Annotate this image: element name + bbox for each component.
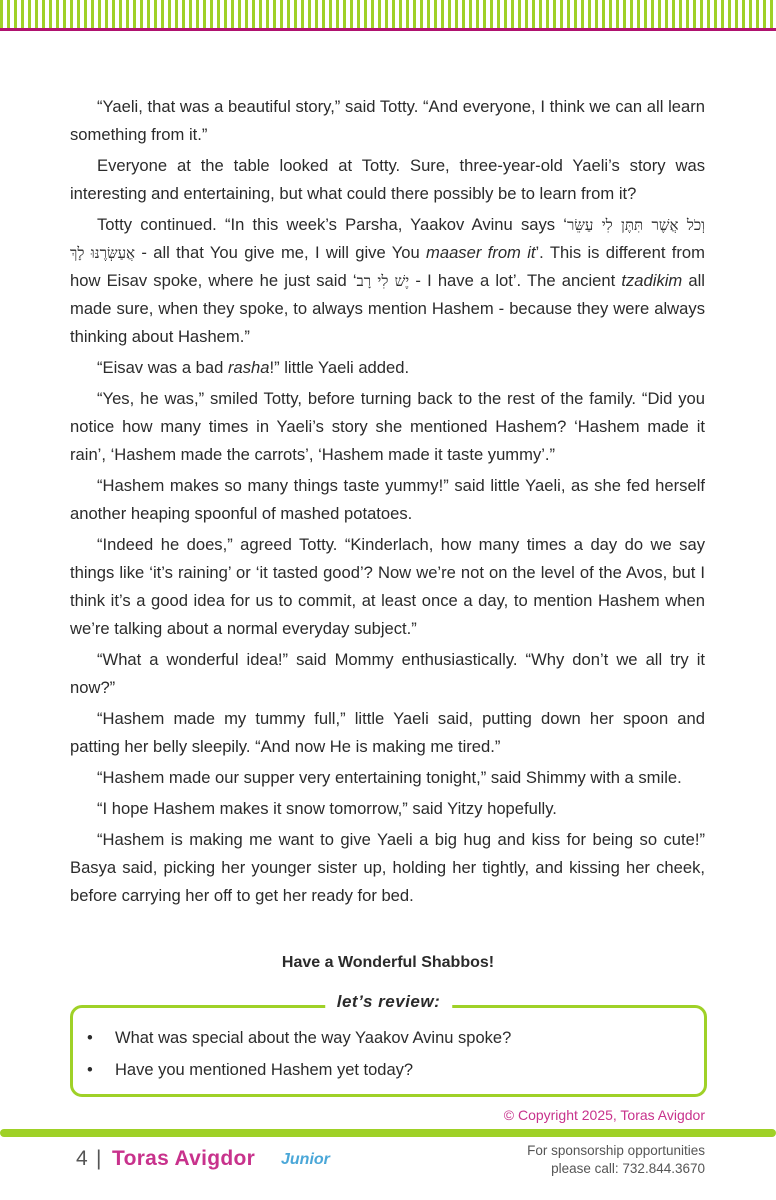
page-number: 4 (76, 1147, 88, 1170)
top-divider-line (0, 28, 776, 31)
story-paragraph: “Indeed he does,” agreed Totty. “Kinderlach, how many times a day do we say things like ‘it’s raining’ or ‘it tasted good’? Now we’re not on the level of the Avos, but I think it’s a good idea for us to commit, at least once a day, to mention Hashem when we’re talking about a normal everyday subject.” (70, 535, 705, 638)
sponsorship-info (527, 1142, 705, 1178)
story-paragraph: “I hope Hashem makes it snow tomorrow,” said Yitzy hopefully. (97, 799, 557, 818)
story-text: - I have a lot’. The ancient (409, 271, 622, 290)
brand-logo-text: Toras Avigdor (112, 1147, 256, 1170)
review-question: Have you mentioned Hashem yet today? (115, 1061, 414, 1079)
story-body (70, 93, 705, 913)
story-text: - all that You give me, I will give You (135, 243, 427, 262)
story-emphasis: tzadikim (621, 271, 683, 290)
sponsorship-phone: please call: 732.844.3670 (551, 1161, 705, 1176)
story-text: Totty continued. “In this week’s Parsha, Yaakov Avinu says ‘ (97, 215, 567, 234)
story-paragraph: Everyone at the table looked at Totty. Sure, three-year-old Yaeli’s story was interesting and entertaining, but what could there possibly be to learn from it? (70, 156, 705, 203)
closing-line: Have a Wonderful Shabbos! (281, 954, 495, 971)
review-title: let’s review: (325, 992, 453, 1012)
review-list (87, 1026, 511, 1090)
bullet-icon: • (87, 1061, 93, 1079)
story-paragraph (70, 211, 705, 351)
hebrew-quote-1: וְכֹל אֲשֶׁר תִּתֶּן לִי עַשֵּׂר אֲעַשְּׂרֶנּוּ לָךְ (70, 216, 706, 262)
footer-separator: | (96, 1147, 102, 1170)
review-item (87, 1026, 511, 1058)
story-paragraph: “Yaeli, that was a beautiful story,” said Totty. “And everyone, I think we can all learn something from it.” (70, 97, 705, 144)
bottom-divider-bar (0, 1129, 776, 1137)
hebrew-quote-2: יֶשׁ לִי רָב (356, 272, 410, 290)
story-paragraph: “Hashem makes so many things taste yummy!” said little Yaeli, as she fed herself another heaping spoonful of mashed potatoes. (70, 476, 705, 523)
story-text: ’. This is different from how Eisav spoke, where he just said ‘ (70, 243, 705, 290)
story-paragraph: “Hashem is making me want to give Yaeli a big hug and kiss for being so cute!” Basya said, picking her younger sister up, holding her tightly, and kissing her cheek, before carrying her off to get her ready for bed. (70, 830, 705, 905)
story-paragraph (70, 354, 705, 382)
story-text: “Eisav was a bad (97, 358, 228, 377)
story-text: all made sure, when they spoke, to always mention Hashem - because they were always thinking about Hashem.” (70, 271, 705, 346)
copyright-notice: © Copyright 2025, Toras Avigdor (503, 1107, 705, 1123)
story-emphasis: rasha (227, 358, 270, 377)
story-emphasis: maaser from it (426, 243, 536, 262)
story-paragraph: “Yes, he was,” smiled Totty, before turning back to the rest of the family. “Did you notice how many times in Yaeli’s story she mentioned Hashem? ‘Hashem made it rain’, ‘Hashem made the carrots’, ‘Hashem made it taste yummy’.” (70, 389, 705, 464)
bullet-icon: • (87, 1029, 93, 1047)
review-question: What was special about the way Yaakov Avinu spoke? (115, 1029, 512, 1047)
brand-logo-junior: Junior (281, 1151, 330, 1168)
story-text: !” little Yaeli added. (269, 358, 410, 377)
story-paragraph: “Hashem made my tummy full,” little Yaeli said, putting down her spoon and patting her belly sleepily. “And now He is making me tired.” (70, 709, 705, 756)
story-paragraph: “What a wonderful idea!” said Mommy enthusiastically. “Why don’t we all try it now?” (70, 650, 705, 697)
review-item (87, 1058, 511, 1090)
review-box (70, 992, 707, 1097)
story-paragraph: “Hashem made our supper very entertaining tonight,” said Shimmy with a smile. (97, 768, 682, 787)
top-stripe-border (0, 0, 776, 28)
sponsorship-line: For sponsorship opportunities (527, 1143, 705, 1158)
